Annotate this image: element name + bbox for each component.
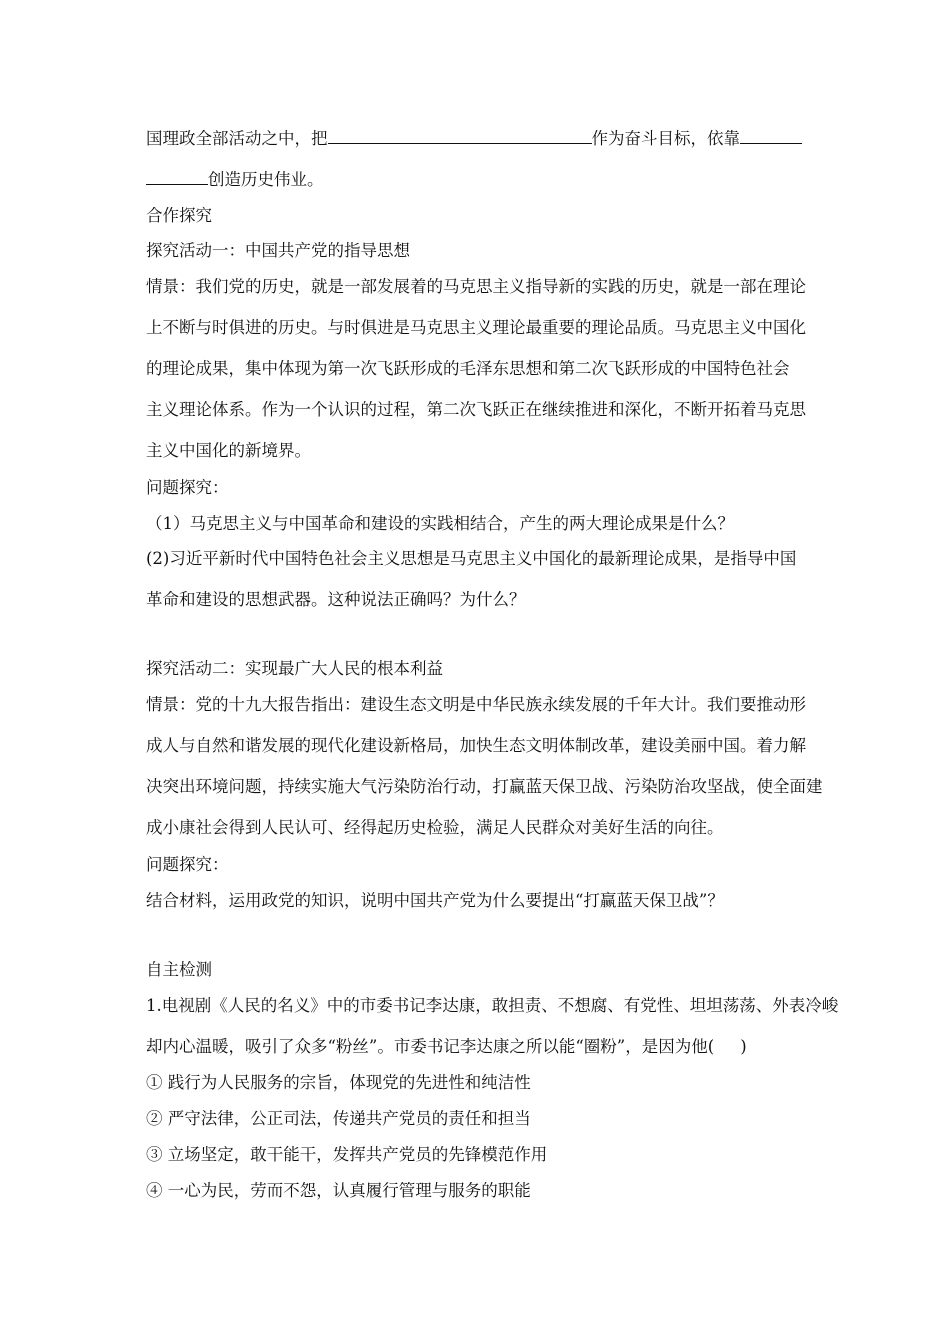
activity-1-scenario-line: 情景：我们党的历史，就是一部发展着的马克思主义指导新的实践的历史，就是一部在理论 [146, 277, 806, 296]
intro-line-1 [146, 127, 802, 150]
section-heading-cooperation: 合作探究 [146, 206, 212, 225]
intro-text-2: 创造历史伟业。 [208, 170, 324, 189]
option-item: ② 严守法律，公正司法，传递共产党员的责任和担当 [146, 1109, 531, 1128]
self-test-question-1: 1.电视剧《人民的名义》中的市委书记李达康，敢担责、不想腐、有党性、坦坦荡荡、外表冷峻 [146, 996, 839, 1015]
activity-1-question-1: （1）马克思主义与中国革命和建设的实践相结合，产生的两大理论成果是什么？ [146, 514, 734, 533]
activity-2-scenario-line: 情景：党的十九大报告指出：建设生态文明是中华民族永续发展的千年大计。我们要推动形 [146, 695, 806, 714]
self-test-question-1-close: ) [740, 1037, 747, 1056]
activity-2-question-1: 结合材料，运用政党的知识，说明中国共产党为什么要提出“打赢蓝天保卫战”？ [146, 891, 724, 910]
activity-1-scenario-line: 主义理论体系。作为一个认识的过程，第二次飞跃正在继续推进和深化，不断开拓着马克思 [146, 400, 806, 419]
section-heading-self-test: 自主检测 [146, 960, 212, 979]
activity-1-question-2-cont: 革命和建设的思想武器。这种说法正确吗？为什么？ [146, 590, 526, 609]
activity-1-scenario-line: 上不断与时俱进的历史。与时俱进是马克思主义理论最重要的理论品质。马克思主义中国化 [146, 318, 806, 337]
intro-text-1b: 作为奋斗目标，依靠 [591, 129, 740, 148]
activity-1-scenario-line: 主义中国化的新境界。 [146, 441, 311, 460]
activity-2-scenario-line: 成小康社会得到人民认可、经得起历史检验，满足人民群众对美好生活的向往。 [146, 818, 724, 837]
activity-1-question-label: 问题探究： [146, 478, 229, 497]
option-item: ④ 一心为民，劳而不怨，认真履行管理与服务的职能 [146, 1181, 531, 1200]
intro-text-1a: 国理政全部活动之中，把 [146, 129, 328, 148]
option-item: ③ 立场坚定，敢干能干，发挥共产党员的先锋模范作用 [146, 1145, 548, 1164]
activity-1-question-2: (2)习近平新时代中国特色社会主义思想是马克思主义中国化的最新理论成果，是指导中国 [146, 549, 797, 568]
self-test-question-1-cont [146, 1036, 747, 1058]
activity-1-title: 探究活动一：中国共产党的指导思想 [146, 241, 410, 260]
fill-blank-rely[interactable] [740, 127, 802, 144]
self-test-question-1-text: 却内心温暖，吸引了众多“粉丝”。市委书记李达康之所以能“圈粉”，是因为他( [146, 1037, 715, 1056]
activity-2-title: 探究活动二：实现最广大人民的根本利益 [146, 659, 443, 678]
fill-blank-goal[interactable] [328, 127, 592, 144]
intro-line-2 [146, 168, 324, 191]
activity-1-scenario-line: 的理论成果，集中体现为第一次飞跃形成的毛泽东思想和第二次飞跃形成的中国特色社会 [146, 359, 790, 378]
activity-2-scenario-line: 决突出环境问题，持续实施大气污染防治行动，打赢蓝天保卫战、污染防治攻坚战，使全面建 [146, 777, 823, 796]
activity-2-scenario-line: 成人与自然和谐发展的现代化建设新格局，加快生态文明体制改革，建设美丽中国。着力解 [146, 736, 806, 755]
option-item: ① 践行为人民服务的宗旨，体现党的先进性和纯洁性 [146, 1073, 531, 1092]
fill-blank-rely-cont[interactable] [146, 168, 208, 185]
activity-2-question-label: 问题探究： [146, 855, 229, 874]
